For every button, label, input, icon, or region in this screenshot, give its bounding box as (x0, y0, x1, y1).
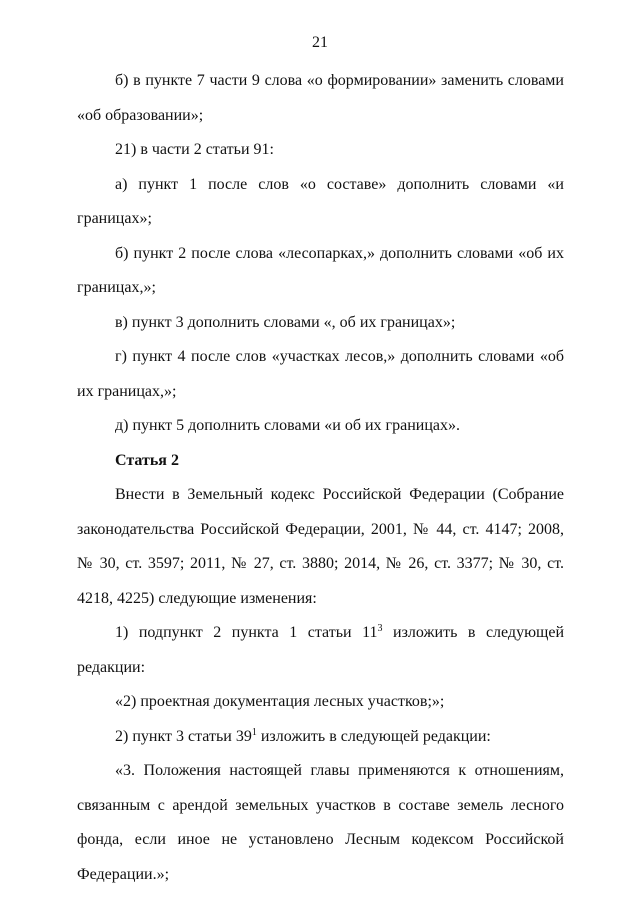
paragraph-land-code-intro: Внести в Земельный кодекс Российской Федерации (Собрание законодательства Российской Федерации, 2001, № 44, ст. 4147; 2008, № 30, ст. 3597; 2011, № 27, ст. 3880; 2014, № 26, ст. 3377; № 30, ст. 4218, 4225) следующие изменения: (77, 486, 564, 607)
paragraph-land-code-item-2 (77, 720, 564, 755)
paragraph-land-code-quote-2: «2) проектная документация лесных участков;»; (115, 693, 445, 710)
document-body (77, 64, 564, 892)
item-1-text-after: изложить в следующей редакции: (77, 624, 565, 676)
paragraph-item-21: 21) в части 2 статьи 91: (115, 141, 274, 158)
item-2-text-after: изложить в следующей редакции: (256, 727, 491, 745)
article-heading: Статья 2 (115, 451, 179, 469)
item-2-text-before: 2) пункт 3 статьи 39 (115, 727, 252, 745)
item-2-superscript: 1 (251, 726, 257, 738)
paragraph-land-code-item-1 (77, 616, 564, 685)
paragraph-amendment-b-part9: б) в пункте 7 части 9 слова «о формировании» заменить словами «об образовании»; (77, 72, 564, 124)
item-1-text-before: 1) подпункт 2 пункта 1 статьи 11 (115, 624, 378, 641)
paragraph-subitem-d: д) пункт 5 дополнить словами «и об их границах». (115, 417, 460, 434)
paragraph-subitem-g: г) пункт 4 после слов «участках лесов,» дополнить словами «об их границах,»; (77, 348, 564, 400)
paragraph-land-code-quote-3: «3. Положения настоящей главы применяются к отношениям, связанным с арендой земельных участков в составе земель лесного фонда, если иное не установлено Лесным кодексом Российской Федерации.»; (77, 762, 564, 883)
paragraph-subitem-b: б) пункт 2 после слова «лесопарках,» дополнить словами «об их границах,»; (77, 244, 564, 296)
paragraph-subitem-v: в) пункт 3 дополнить словами «, об их границах»; (115, 313, 456, 331)
page-number: 21 (312, 34, 328, 51)
paragraph-subitem-a: а) пункт 1 после слов «о составе» дополнить словами «и границах»; (77, 175, 564, 227)
item-1-superscript: 3 (377, 623, 383, 634)
